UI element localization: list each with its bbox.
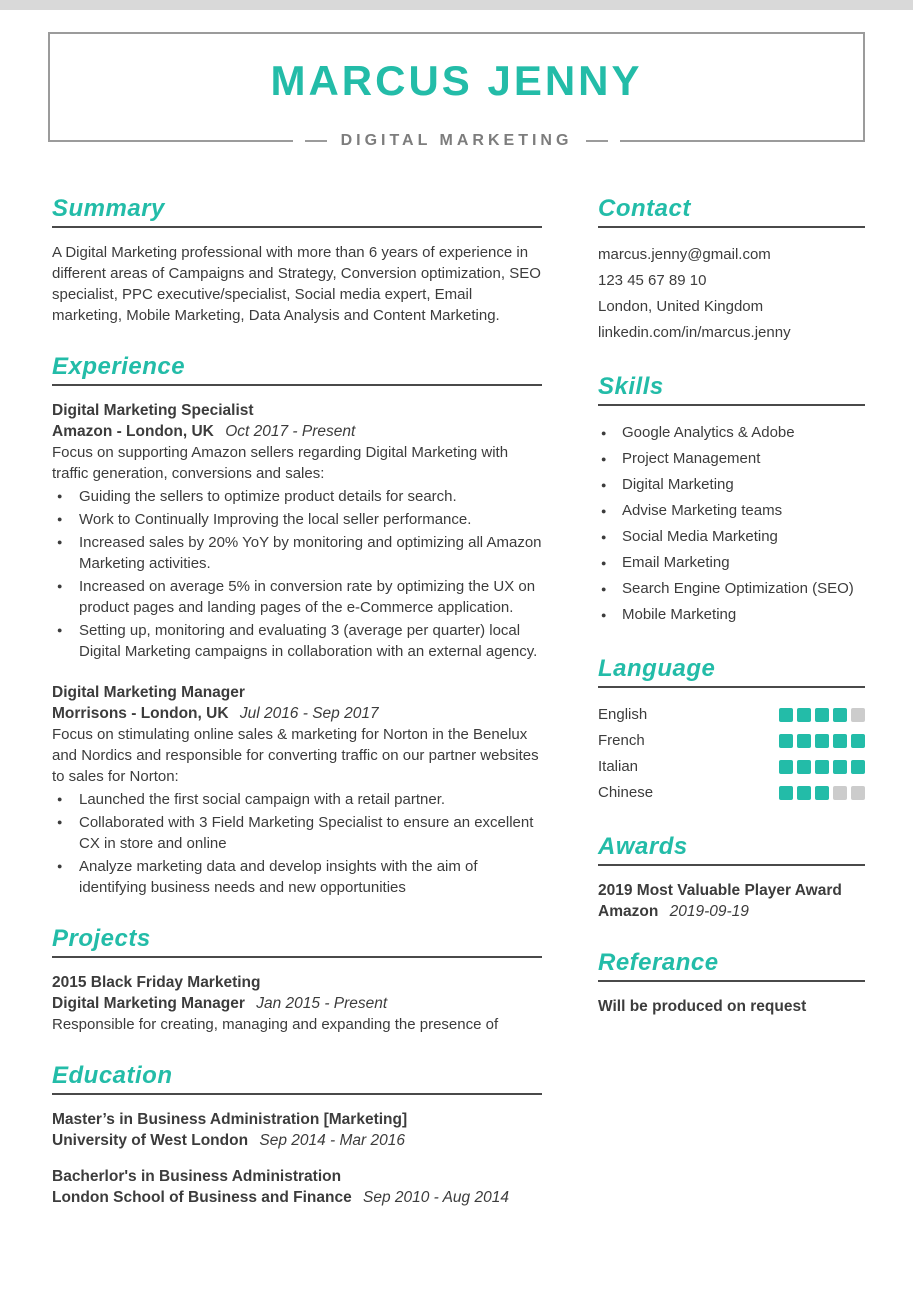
awards-section bbox=[598, 833, 865, 922]
award-date: 2019-09-19 bbox=[669, 903, 749, 920]
project-description: Responsible for creating, managing and expanding the presence of bbox=[52, 1016, 499, 1033]
language-level-bar bbox=[775, 786, 865, 800]
education-meta-line bbox=[52, 1130, 542, 1151]
contact-email: marcus.jenny@gmail.com bbox=[598, 246, 771, 263]
experience-section bbox=[52, 353, 542, 898]
level-square-filled bbox=[797, 734, 811, 748]
job-bullet: ● Work to Continually Improving the local seller performance. bbox=[52, 509, 542, 530]
skill-item: ● Digital Marketing bbox=[598, 472, 865, 498]
skills-heading: Skills bbox=[598, 376, 865, 406]
skills-section bbox=[598, 373, 865, 628]
level-square-filled bbox=[797, 708, 811, 722]
job-title bbox=[293, 131, 621, 151]
education-meta-line bbox=[52, 1187, 542, 1208]
skill-item: ● Mobile Marketing bbox=[598, 602, 865, 628]
level-square-empty bbox=[833, 786, 847, 800]
skill-item: ● Advise Marketing teams bbox=[598, 498, 865, 524]
level-square-filled bbox=[797, 786, 811, 800]
resume-body bbox=[0, 195, 913, 1238]
language-row bbox=[598, 780, 865, 806]
education-dates: Sep 2010 - Aug 2014 bbox=[363, 1189, 509, 1206]
contact-linkedin: linkedin.com/in/marcus.jenny bbox=[598, 324, 791, 341]
skill-item: ● Search Engine Optimization (SEO) bbox=[598, 576, 865, 602]
language-name: Chinese bbox=[598, 784, 654, 801]
education-dates: Sep 2014 - Mar 2016 bbox=[259, 1132, 405, 1149]
education-heading: Education bbox=[52, 1065, 542, 1095]
skill-item: ● Social Media Marketing bbox=[598, 524, 865, 550]
page-top-strip bbox=[0, 0, 913, 10]
experience-job bbox=[52, 682, 542, 898]
education-item bbox=[52, 1109, 542, 1151]
job-bullet-list bbox=[52, 789, 542, 898]
language-heading: Language bbox=[598, 658, 865, 688]
level-square-filled bbox=[851, 734, 865, 748]
level-square-filled bbox=[815, 786, 829, 800]
skills-list bbox=[598, 420, 865, 628]
level-square-filled bbox=[797, 760, 811, 774]
experience-heading: Experience bbox=[52, 356, 542, 386]
job-title-line: Digital Marketing Manager bbox=[52, 684, 245, 701]
summary-heading: Summary bbox=[52, 198, 542, 228]
contact-section bbox=[598, 195, 865, 346]
job-dates: Oct 2017 - Present bbox=[225, 423, 356, 440]
award-issuer: Amazon bbox=[598, 903, 659, 920]
candidate-name: MARCUS JENNY bbox=[270, 56, 643, 104]
education-degree: Bacherlor's in Business Administration bbox=[52, 1168, 342, 1185]
job-bullet: ● Analyze marketing data and develop insights with the aim of identifying business needs and new opportunities bbox=[52, 856, 542, 898]
level-square-filled bbox=[815, 734, 829, 748]
job-bullet: ● Launched the first social campaign with a retail partner. bbox=[52, 789, 542, 810]
subtitle-dash-right bbox=[586, 140, 608, 142]
experience-job bbox=[52, 400, 542, 662]
right-column bbox=[598, 195, 865, 1238]
education-section bbox=[52, 1062, 542, 1208]
job-bullet-list bbox=[52, 486, 542, 662]
level-square-filled bbox=[779, 786, 793, 800]
level-square-filled bbox=[833, 734, 847, 748]
level-square-empty bbox=[851, 786, 865, 800]
job-company: Amazon - London, UK bbox=[52, 423, 214, 440]
project-dates: Jan 2015 - Present bbox=[256, 995, 388, 1012]
education-school: London School of Business and Finance bbox=[52, 1189, 352, 1206]
level-square-filled bbox=[851, 760, 865, 774]
language-level-bar bbox=[775, 708, 865, 722]
job-dates: Jul 2016 - Sep 2017 bbox=[239, 705, 379, 722]
project-title: 2015 Black Friday Marketing bbox=[52, 974, 261, 991]
reference-heading: Referance bbox=[598, 952, 865, 982]
level-square-filled bbox=[815, 708, 829, 722]
job-description: Focus on supporting Amazon sellers regarding Digital Marketing with traffic generation, conversions and sales: bbox=[52, 444, 509, 482]
contact-phone: 123 45 67 89 10 bbox=[598, 272, 707, 289]
skill-item: ● Google Analytics & Adobe bbox=[598, 420, 865, 446]
language-row bbox=[598, 702, 865, 728]
level-square-filled bbox=[779, 760, 793, 774]
award-meta-line bbox=[598, 901, 865, 922]
project-item bbox=[52, 972, 542, 1035]
project-meta-line bbox=[52, 993, 542, 1014]
left-column bbox=[52, 195, 542, 1238]
job-meta-line bbox=[52, 703, 542, 724]
job-bullet: ● Collaborated with 3 Field Marketing Specialist to ensure an excellent CX in store and online bbox=[52, 812, 542, 854]
level-square-empty bbox=[851, 708, 865, 722]
projects-section bbox=[52, 925, 542, 1035]
awards-heading: Awards bbox=[598, 836, 865, 866]
language-row bbox=[598, 754, 865, 780]
summary-text: A Digital Marketing professional with more than 6 years of experience in different areas of Campaigns and Strategy, Conversion optimization, SEO specialist, PPC executive/specialist, Social media expert, Email marketing, Mobile Marketing, Data Analysis and Content Marketing. bbox=[52, 244, 541, 324]
subtitle-dash-left bbox=[305, 140, 327, 142]
education-degree: Master’s in Business Administration [Marketing] bbox=[52, 1111, 408, 1128]
language-name: Italian bbox=[598, 758, 639, 775]
job-bullet: ● Setting up, monitoring and evaluating 3 (average per quarter) local Digital Marketing campaigns in collaboration with an external agency. bbox=[52, 620, 542, 662]
language-section bbox=[598, 655, 865, 806]
projects-heading: Projects bbox=[52, 928, 542, 958]
job-bullet: ● Increased on average 5% in conversion rate by optimizing the UX on product pages and landing pages of the e-Commerce application. bbox=[52, 576, 542, 618]
language-name: French bbox=[598, 732, 645, 749]
contact-heading: Contact bbox=[598, 198, 865, 228]
job-title-text: DIGITAL MARKETING bbox=[340, 132, 573, 149]
job-bullet: ● Guiding the sellers to optimize product details for search. bbox=[52, 486, 542, 507]
job-meta-line bbox=[52, 421, 542, 442]
job-description: Focus on stimulating online sales & marketing for Norton in the Benelux and Nordics and responsible for converting traffic on our partner websites to sales for Norton: bbox=[52, 726, 539, 785]
reference-section bbox=[598, 949, 865, 1017]
reference-text: Will be produced on request bbox=[598, 998, 807, 1015]
job-title-banner bbox=[50, 127, 863, 151]
skill-item: ● Email Marketing bbox=[598, 550, 865, 576]
level-square-filled bbox=[779, 708, 793, 722]
level-square-filled bbox=[815, 760, 829, 774]
education-item bbox=[52, 1166, 542, 1208]
language-level-bar bbox=[775, 760, 865, 774]
job-title-line: Digital Marketing Specialist bbox=[52, 402, 254, 419]
job-bullet: ● Increased sales by 20% YoY by monitoring and optimizing all Amazon Marketing activities. bbox=[52, 532, 542, 574]
job-company: Morrisons - London, UK bbox=[52, 705, 229, 722]
level-square-filled bbox=[779, 734, 793, 748]
summary-section bbox=[52, 195, 542, 326]
language-level-bar bbox=[775, 734, 865, 748]
level-square-filled bbox=[833, 760, 847, 774]
language-row bbox=[598, 728, 865, 754]
language-name: English bbox=[598, 706, 648, 723]
resume-header bbox=[48, 32, 865, 149]
skill-item: ● Project Management bbox=[598, 446, 865, 472]
project-role: Digital Marketing Manager bbox=[52, 995, 245, 1012]
contact-location: London, United Kingdom bbox=[598, 298, 764, 315]
education-school: University of West London bbox=[52, 1132, 249, 1149]
award-title: 2019 Most Valuable Player Award bbox=[598, 882, 842, 899]
level-square-filled bbox=[833, 708, 847, 722]
award-item bbox=[598, 880, 865, 922]
